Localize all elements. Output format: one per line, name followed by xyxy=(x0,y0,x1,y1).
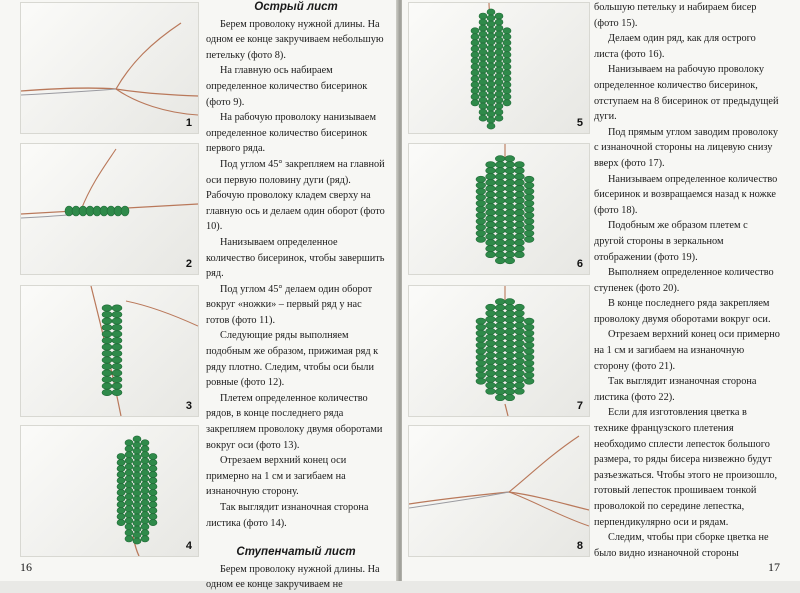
paragraph: Под углом 45° закрепляем на главной оси первую половину дуги (ряд). Рабочую проволоку кладем сверху на главную ось и делаем один оборот (фото 10). xyxy=(206,158,385,233)
page-number: 16 xyxy=(20,560,32,574)
photo-number: 8 xyxy=(576,540,583,552)
paragraph: Отрезаем верхний конец оси примерно на 1 см и загибаем на изнаночную сторону. xyxy=(206,455,347,498)
photo-number: 7 xyxy=(576,400,583,412)
photo-number: 1 xyxy=(185,117,192,129)
paragraph: Если для изготовления цветка в технике французского плетения необходимо сплести лепесток большого размера, то ряды бисера низвежно будут разъезжаться. Чтобы этого не произошло, готовый лепесток прошиваем тонкой проволокой по середине лепестка, перпендикулярно оси и рядам. xyxy=(594,407,778,528)
paragraph: Так выглядит изнаночная сторона листика (фото 22). xyxy=(594,376,757,403)
section-heading: Острый лист xyxy=(254,1,338,13)
left-text-column xyxy=(206,0,386,593)
photo-1 xyxy=(20,2,199,134)
paragraph: На главную ось набираем определенное количество бисеринок (фото 9). xyxy=(206,65,368,108)
paragraph: В конце последнего ряда закрепляем проволоку двумя оборотами вокруг оси. xyxy=(594,298,771,325)
photo-number: 3 xyxy=(185,400,192,412)
stepped-leaf-illustration xyxy=(409,3,589,133)
stepped-rows-illustration xyxy=(409,286,589,416)
photo-number: 4 xyxy=(185,540,192,552)
section-heading: Ступенчатый лист xyxy=(236,546,356,559)
paragraph: Плетем определенное количество рядов, в конце последнего ряда закрепляем проволоку двумя оборотами вокруг оси (фото 13). xyxy=(206,392,383,451)
reverse-side-illustration xyxy=(409,144,589,274)
photo-4 xyxy=(20,425,199,557)
left-page xyxy=(0,0,398,591)
first-row-illustration xyxy=(21,286,198,416)
paragraph: На рабочую проволоку нанизываем определенное количество бисеринок первого ряда. xyxy=(206,112,376,155)
page-number: 17 xyxy=(768,560,780,574)
paragraph: Выполняем определенное количество ступенек (фото 20). xyxy=(594,267,774,294)
finished-leaf-illustration xyxy=(21,426,198,556)
photo-2 xyxy=(20,143,199,275)
paragraph: Под прямым углом заводим проволоку с изнаночной стороны на лицевую снизу вверх (фото 17). xyxy=(594,126,779,169)
photo-number: 2 xyxy=(185,258,192,270)
right-page xyxy=(402,0,800,581)
beads-on-axis-illustration xyxy=(21,144,198,274)
photo-7 xyxy=(408,285,590,417)
paragraph: Нанизываем определенное количество бисеринок и возвращаемся назад к ножке (фото 18). xyxy=(594,173,778,216)
photo-number: 5 xyxy=(576,117,583,129)
paragraph: большую петельку и набираем бисер (фото 15). xyxy=(594,2,757,29)
photo-3 xyxy=(20,285,199,417)
photo-number: 6 xyxy=(576,258,583,270)
paragraph: Делаем один ряд, как для острого листа (фото 16). xyxy=(594,33,756,60)
paragraph: Нанизываем определенное количество бисеринок, чтобы завершить ряд. xyxy=(206,236,385,280)
photo-5 xyxy=(408,2,590,134)
stitched-petal-wire-illustration xyxy=(409,426,589,556)
paragraph: Под углом 45° делаем один оборот вокруг «ножки» – первый ряд у нас готов (фото 11). xyxy=(206,283,373,326)
paragraph: Следующие ряды выполняем подобным же образом, прижимая ряд к ряду плотно. Следим, чтобы оси были ровные (фото 12). xyxy=(206,330,379,389)
paragraph: Подобным же образом плетем с другой стороны в зеркальном отображении (фото 19). xyxy=(594,220,748,263)
wire-loop-illustration xyxy=(21,3,198,133)
photo-8 xyxy=(408,425,590,557)
photo-6 xyxy=(408,143,590,275)
paragraph: Берем проволоку нужной длины. На одном ее конце закручиваем небольшую петельку (фото 8). xyxy=(206,18,384,61)
paragraph: Нанизываем на рабочую проволоку определенное количество бисеринок, отступаем на 8 бисеринок от предыдущей дуги. xyxy=(594,64,779,123)
paragraph: Отрезаем верхний конец оси примерно на 1 см и загибаем на изнаночную сторону (фото 21). xyxy=(594,329,780,372)
paragraph: Следим, чтобы при сборке цветка не было видно изнаночной стороны xyxy=(594,532,769,559)
right-text-column xyxy=(594,0,780,561)
paragraph: Так выглядит изнаночная сторона листика (фото 14). xyxy=(206,502,369,529)
paragraph: Берем проволоку нужной длины. На одном ее конце закручиваем не xyxy=(206,563,380,591)
